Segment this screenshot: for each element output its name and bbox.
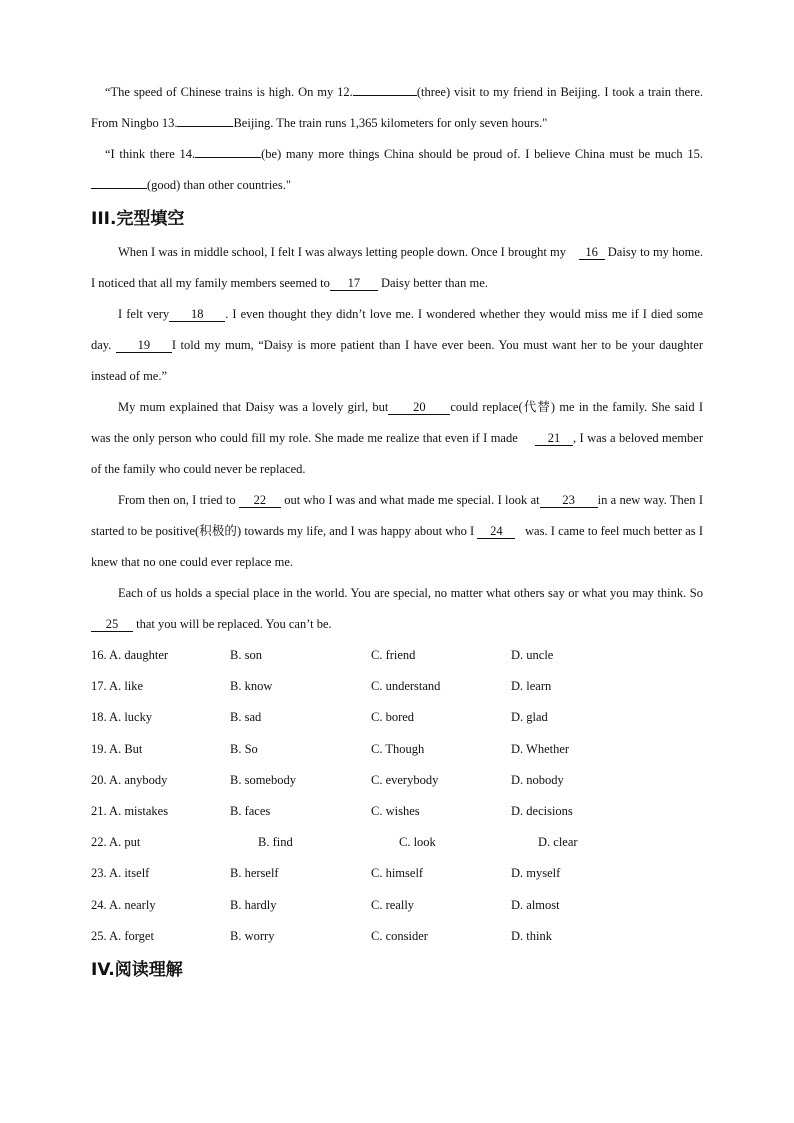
option-b[interactable]: B. somebody xyxy=(230,772,296,787)
option-d[interactable]: D. Whether xyxy=(511,741,570,756)
options-list xyxy=(91,640,703,952)
answer-blank-12[interactable] xyxy=(353,95,417,96)
cloze-blank-25[interactable]: 25 xyxy=(91,617,133,632)
text: From then on, I tried to xyxy=(118,493,236,507)
option-a[interactable]: 21. A. mistakes xyxy=(91,804,169,819)
option-b[interactable]: B. worry xyxy=(230,928,275,943)
cloze-blank-20[interactable]: 20 xyxy=(388,400,450,415)
fill-in-paragraph-1 xyxy=(91,77,703,139)
option-d[interactable]: D. almost xyxy=(511,897,560,912)
cloze-paragraph-2 xyxy=(91,299,703,392)
text: Each of us holds a special place in the world. You are special, no matter what others say or what you may think. So xyxy=(118,586,703,600)
option-a[interactable]: 16. A. daughter xyxy=(91,648,169,663)
option-a[interactable]: 25. A. forget xyxy=(91,928,154,943)
option-row-20 xyxy=(91,765,703,796)
option-row-23 xyxy=(91,858,703,889)
cloze-blank-16[interactable]: 16 xyxy=(579,245,605,260)
option-d[interactable]: D. clear xyxy=(538,835,578,850)
option-b[interactable]: B. So xyxy=(230,741,258,756)
option-b[interactable]: B. son xyxy=(230,648,262,663)
cloze-blank-23[interactable]: 23 xyxy=(540,493,598,508)
cloze-blank-18[interactable]: 18 xyxy=(169,307,225,322)
cloze-paragraph-5 xyxy=(91,578,703,640)
answer-blank-15[interactable] xyxy=(91,188,147,189)
option-c[interactable]: C. friend xyxy=(371,648,416,663)
option-a[interactable]: 23. A. itself xyxy=(91,866,150,881)
option-c[interactable]: C. everybody xyxy=(371,772,439,787)
page-content xyxy=(91,77,703,988)
option-a[interactable]: 18. A. lucky xyxy=(91,710,153,725)
option-c[interactable]: C. really xyxy=(371,897,415,912)
option-d[interactable]: D. nobody xyxy=(511,772,564,787)
option-c[interactable]: C. understand xyxy=(371,679,441,694)
option-c[interactable]: C. consider xyxy=(371,928,428,943)
option-c[interactable]: C. himself xyxy=(371,866,424,881)
option-a[interactable]: 24. A. nearly xyxy=(91,897,156,912)
answer-blank-14[interactable] xyxy=(195,157,261,158)
text: , I was a beloved member of the family who could never be replaced. xyxy=(91,431,703,476)
option-a[interactable]: 22. A. put xyxy=(91,835,141,850)
option-row-16 xyxy=(91,640,703,671)
option-d[interactable]: D. uncle xyxy=(511,648,554,663)
option-row-17 xyxy=(91,671,703,702)
option-b[interactable]: B. sad xyxy=(230,710,262,725)
option-b[interactable]: B. find xyxy=(258,835,293,850)
option-row-19 xyxy=(91,734,703,765)
cloze-paragraph-1 xyxy=(91,237,703,299)
option-d[interactable]: D. glad xyxy=(511,710,548,725)
option-row-24 xyxy=(91,890,703,921)
option-b[interactable]: B. know xyxy=(230,679,273,694)
option-d[interactable]: D. learn xyxy=(511,679,552,694)
text: (good) than other countries." xyxy=(147,178,291,192)
option-c[interactable]: C. Though xyxy=(371,741,425,756)
option-a[interactable]: 20. A. anybody xyxy=(91,772,168,787)
option-a[interactable]: 19. A. But xyxy=(91,741,143,756)
text: “I think there 14. xyxy=(105,147,196,161)
text: “The speed of Chinese trains is high. On my 12. xyxy=(105,85,353,99)
cloze-blank-24[interactable]: 24 xyxy=(477,524,515,539)
option-d[interactable]: D. decisions xyxy=(511,804,573,819)
text: When I was in middle school, I felt I was always letting people down. Once I brought my xyxy=(118,245,566,259)
option-c[interactable]: C. wishes xyxy=(371,804,420,819)
option-row-18 xyxy=(91,702,703,733)
text: . I even thought they didn’t love me. I wondered whether they would miss me if I died some day. xyxy=(91,307,704,352)
text: (three) visit to my friend in Beijing. I took a train there. From Ningbo 13. xyxy=(91,85,703,130)
cloze-blank-17[interactable]: 17 xyxy=(330,276,378,291)
cloze-paragraph-4 xyxy=(91,485,703,578)
answer-blank-13[interactable] xyxy=(177,126,233,127)
text: in a new way. Then I started to be positive(积极的) towards my life, and I was happy about who I xyxy=(91,493,704,538)
option-b[interactable]: B. hardly xyxy=(230,897,277,912)
text: (be) many more things China should be proud of. I believe China must be much 15. xyxy=(261,147,703,161)
cloze-paragraph-3 xyxy=(91,392,703,485)
section-title-reading: IV.阅读理解 xyxy=(91,959,183,980)
cloze-blank-21[interactable]: 21 xyxy=(535,431,573,446)
option-row-21 xyxy=(91,796,703,827)
option-b[interactable]: B. herself xyxy=(230,866,279,881)
cloze-blank-22[interactable]: 22 xyxy=(239,493,281,508)
text: I felt very xyxy=(118,307,170,321)
option-b[interactable]: B. faces xyxy=(230,804,271,819)
option-a[interactable]: 17. A. like xyxy=(91,679,144,694)
text: that you will be replaced. You can’t be. xyxy=(136,617,332,631)
option-row-25 xyxy=(91,921,703,952)
text: Daisy better than me. xyxy=(380,276,488,290)
cloze-blank-19[interactable]: 19 xyxy=(116,338,172,353)
text: Beijing. The train runs 1,365 kilometers for only seven hours." xyxy=(233,116,548,130)
text: Daisy to my home. I noticed that all my family members seemed to xyxy=(91,245,703,290)
fill-in-paragraph-2 xyxy=(91,139,703,201)
text: could replace(代替) me in the family. She said I was the only person who could fill my role. She made me realize that even if I made xyxy=(91,400,703,445)
text: My mum explained that Daisy was a lovely girl, but xyxy=(118,400,389,414)
option-d[interactable]: D. think xyxy=(511,928,552,943)
section-title-cloze: III.完型填空 xyxy=(91,209,185,229)
option-d[interactable]: D. myself xyxy=(511,866,561,881)
option-c[interactable]: C. bored xyxy=(371,710,415,725)
text: I told my mum, “Daisy is more patient than I have ever been. You must want her to be your daughter instead of me.” xyxy=(91,338,703,383)
text: out who I was and what made me special. I look at xyxy=(284,493,540,507)
option-row-22 xyxy=(91,827,703,858)
text: was. I came to feel much better as I knew that no one could ever replace me. xyxy=(91,524,703,569)
option-c[interactable]: C. look xyxy=(399,835,436,850)
